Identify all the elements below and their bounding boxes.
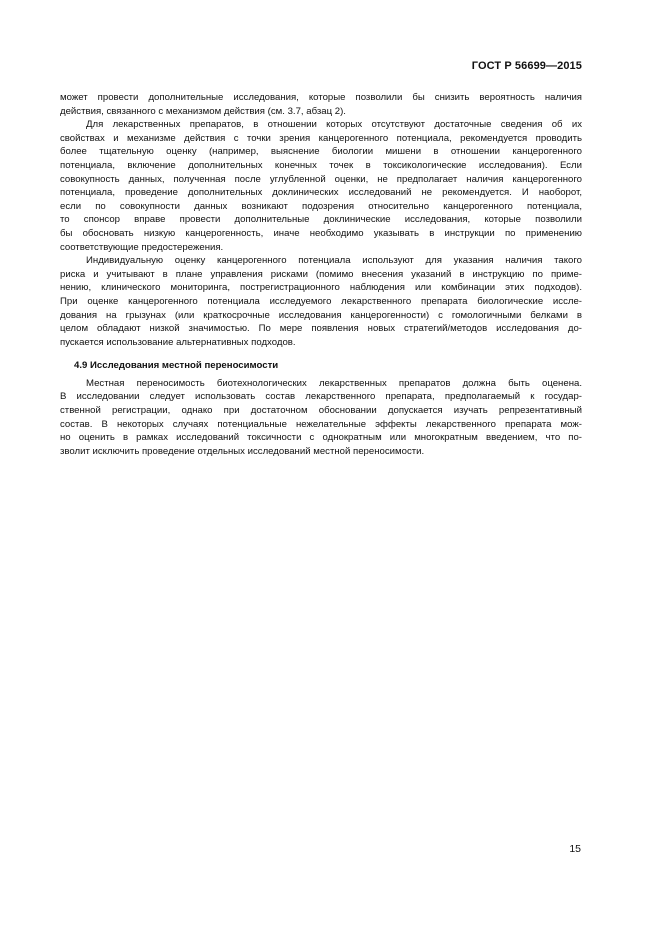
text-line: более тщательную оценку (например, выяснение биологии мишени в отношении канцерогенного — [60, 146, 582, 158]
text-line: соответствующие предостережения. — [60, 241, 224, 253]
text-line: совокупность данных, полученная после углубленной оценки, не предполагает наличия канцерогенного — [60, 173, 582, 185]
text-line: целом обладают низкой значимостью. По мере появления новых стратегий/методов исследования до- — [60, 323, 582, 335]
page-number: 15 — [569, 843, 581, 855]
text-line: то спонсор вправе провести дополнительные доклинические исследования, которые позволили — [60, 214, 582, 226]
text-line: потенциала, включение дополнительных конечных точек в токсикологические исследования). Если — [60, 159, 582, 171]
text-line: ственной регистрации, однако при достаточном обосновании допускается изучать репрезентативный — [60, 405, 582, 417]
paragraph-continuation — [60, 91, 582, 118]
text-line: В исследовании следует использовать состав лекарственного препарата, предполагаемый к государ- — [60, 391, 582, 403]
text-line: бы обосновать низкую канцерогенность, иначе необходимо указывать в инструкции по применению — [60, 227, 582, 239]
text-line: При оценке канцерогенного потенциала исследуемого лекарственного препарата биологические иссле- — [60, 295, 582, 307]
text-line: Индивидуальную оценку канцерогенного потенциала используют для указания наличия такого — [86, 255, 582, 267]
section-heading: 4.9 Исследования местной переносимости — [74, 360, 279, 372]
text-line: действия, связанного с механизмом действия (см. 3.7, абзац 2). — [60, 105, 346, 117]
paragraph-local-tolerance — [60, 377, 582, 459]
text-line: дования на грызунах (или краткосрочные исследования канцерогенности) с гомологичными белками в — [60, 309, 582, 321]
paragraph-insufficient-data — [60, 118, 582, 254]
text-line: зволит исключить проведение отдельных исследований местной переносимости. — [60, 445, 425, 457]
text-line: Для лекарственных препаратов, в отношении которых отсутствуют достаточные сведения об их — [86, 119, 582, 131]
text-line: но оценить в рамках исследований токсичности с однократным или многократным введением, что по- — [60, 432, 582, 444]
text-line: свойствах и механизме действия с точки зрения канцерогенного потенциала, рекомендуется проводить — [60, 132, 582, 144]
text-line: Местная переносимость биотехнологических лекарственных препаратов должна быть оценена. — [86, 377, 582, 389]
document-body — [60, 91, 582, 458]
text-line: нению, клинического мониторинга, пострегистрационного наблюдения или комбинации этих подходов). — [60, 282, 582, 294]
paragraph-individual-assessment — [60, 254, 582, 349]
text-line: состав. В некоторых случаях потенциальные нежелательные эффекты лекарственного препарата мож- — [60, 418, 582, 430]
document-code: ГОСТ Р 56699—2015 — [471, 60, 582, 72]
text-line: риска и учитывают в плане управления рисками (помимо внесения указаний в инструкцию по приме- — [60, 268, 582, 280]
text-line: потенциала, проведение дополнительных доклинических исследований не рекомендуется. И наоборот, — [60, 187, 582, 199]
text-line: пускается использование альтернативных подходов. — [60, 336, 296, 348]
text-line: если по совокупности данных возникают подозрения относительно канцерогенного потенциала, — [60, 200, 582, 212]
text-line: может провести дополнительные исследования, которые позволили бы снизить вероятность наличия — [60, 92, 582, 103]
